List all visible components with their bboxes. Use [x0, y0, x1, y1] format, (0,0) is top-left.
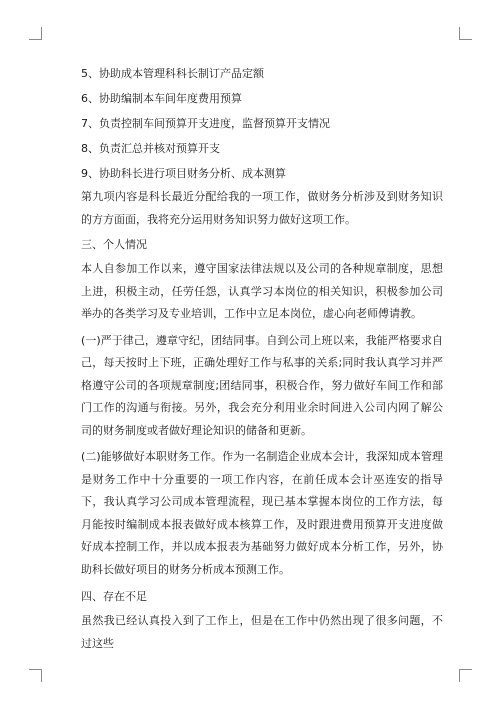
- paragraph-discipline: (一)严于律己，遵章守纪，团结同事。自到公司上班以来，我能严格要求自己，每天按时上下班，正确处理好工作与私事的关系;同时我认真学习并严格遵守公司的各项规章制度;团结同事，积极合作，努力做好车间工作和部门工作的沟通与衔接。另外，我会充分利用业余时间进入公司内网了解公司的财务制度或者做好理论知识的储备和更新。: [81, 333, 443, 437]
- document-body: [63, 64, 443, 655]
- crop-mark-top-left: [29, 27, 42, 40]
- paragraph-personal: 本人自参加工作以来，遵守国家法律法规以及公司的各种规章制度，思想上进，积极主动，任劳任怨，认真学习本岗位的相关知识，积极参加公司举办的各类学习及专业培训，工作中立足本岗位，虚心向老师傅请教。: [81, 262, 443, 320]
- section-heading: 三、个人情况: [81, 238, 147, 251]
- section-heading: 四、存在不足: [81, 590, 147, 603]
- crop-mark-bottom-right: [459, 669, 472, 682]
- paragraph-shortcoming: 虽然我已经认真投入到了工作上，但是在工作中仍然出现了很多问题，不过这些: [81, 614, 443, 650]
- list-item: 8、负责汇总并核对预算开支: [81, 142, 220, 155]
- list-item: 9、协助科长进行项目财务分析、成本测算: [81, 167, 286, 180]
- paragraph-item9-note: 第九项内容是科长最近分配给我的一项工作，做财务分析涉及到财务知识的方方面面，我将充分运用财务知识努力做好这项工作。: [81, 190, 443, 226]
- list-item: 6、协助编制本车间年度费用预算: [81, 92, 242, 105]
- paragraph-duty: (二)能够做好本职财务工作。作为一名制造企业成本会计，我深知成本管理是财务工作中十分重要的一项工作内容，在前任成本会计巫连安的指导下，我认真学习公司成本管理流程，现已基本掌握本岗位的工作方法，每月能按时编制成本报表做好成本核算工作，及时跟进费用预算开支进度做好成本控制工作，并以成本报表为基础努力做好成本分析工作，另外，协助科长做好项目的财务分析成本预测工作。: [81, 450, 443, 576]
- list-item: 7、负责控制车间预算开支进度，监督预算开支情况: [81, 117, 330, 130]
- crop-mark-bottom-left: [29, 669, 42, 682]
- crop-mark-top-right: [459, 27, 472, 40]
- list-item: 5、协助成本管理科科长制订产品定额: [81, 67, 264, 80]
